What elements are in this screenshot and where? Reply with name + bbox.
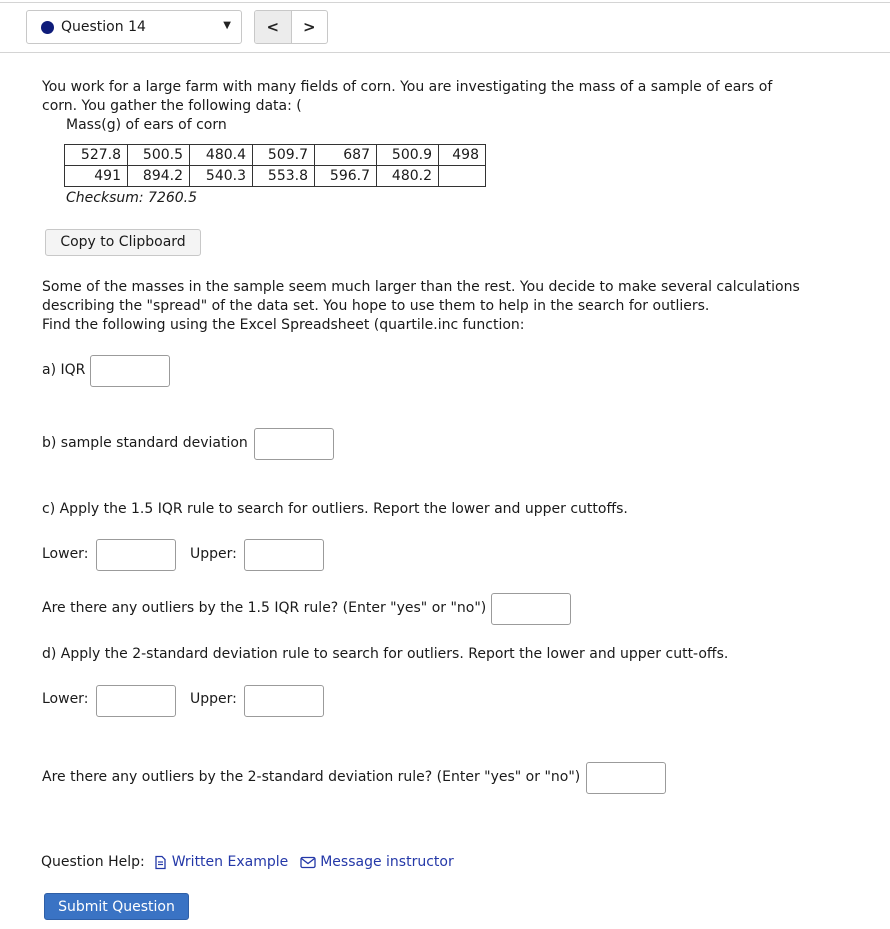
std-outliers-input[interactable] bbox=[586, 762, 666, 794]
table-cell bbox=[439, 166, 486, 187]
problem-intro bbox=[42, 78, 772, 116]
question-selector-label: Question 14 bbox=[61, 19, 146, 35]
top-divider bbox=[0, 2, 890, 3]
iqr-input[interactable] bbox=[90, 355, 170, 387]
submit-question-button[interactable]: Submit Question bbox=[44, 893, 189, 920]
dropdown-caret-icon: ▼ bbox=[223, 20, 231, 31]
envelope-icon bbox=[300, 856, 316, 869]
checksum: Checksum: 7260.5 bbox=[66, 190, 198, 206]
iqr-outliers-question: Are there any outliers by the 1.5 IQR rule? (Enter "yes" or "no") bbox=[42, 600, 487, 616]
previous-question-button[interactable]: < bbox=[255, 11, 292, 43]
table-cell: 687 bbox=[315, 145, 377, 166]
copy-to-clipboard-button[interactable]: Copy to Clipboard bbox=[45, 229, 201, 256]
table-cell: 596.7 bbox=[315, 166, 377, 187]
next-question-button[interactable]: > bbox=[302, 18, 316, 36]
question-status-dot bbox=[41, 21, 54, 34]
iqr-upper-label: Upper: bbox=[190, 546, 237, 562]
iqr-outliers-input[interactable] bbox=[491, 593, 571, 625]
written-example-link[interactable] bbox=[153, 853, 289, 872]
table-cell: 894.2 bbox=[128, 166, 190, 187]
std-lower-label: Lower: bbox=[42, 691, 89, 707]
table-cell: 491 bbox=[65, 166, 128, 187]
table-title: Mass(g) of ears of corn bbox=[66, 117, 227, 133]
table-row bbox=[65, 145, 486, 166]
table-cell: 540.3 bbox=[190, 166, 253, 187]
iqr-lower-input[interactable] bbox=[96, 539, 176, 571]
std-upper-label: Upper: bbox=[190, 691, 237, 707]
table-row bbox=[65, 166, 486, 187]
table-cell: 553.8 bbox=[253, 166, 315, 187]
written-example-label: Written Example bbox=[171, 854, 289, 870]
iqr-rule-question: c) Apply the 1.5 IQR rule to search for outliers. Report the lower and upper cuttoffs. bbox=[42, 501, 628, 517]
question-help bbox=[41, 853, 454, 872]
question-nav bbox=[254, 10, 328, 44]
std-upper-input[interactable] bbox=[244, 685, 324, 717]
intro-line-2: corn. You gather the following data: ( bbox=[42, 98, 302, 114]
std-dev-input[interactable] bbox=[254, 428, 334, 460]
table-cell: 509.7 bbox=[253, 145, 315, 166]
iqr-lower-label: Lower: bbox=[42, 546, 89, 562]
intro-line-1: You work for a large farm with many fields of corn. You are investigating the mass of a sample of ears of bbox=[42, 79, 773, 95]
iqr-label: a) IQR bbox=[42, 362, 86, 378]
body-line-2: describing the "spread" of the data set. You hope to use them to help in the search for outliers. bbox=[42, 298, 710, 314]
iqr-upper-input[interactable] bbox=[244, 539, 324, 571]
std-dev-label: b) sample standard deviation bbox=[42, 435, 248, 451]
std-rule-question: d) Apply the 2-standard deviation rule to search for outliers. Report the lower and upper cutt-offs. bbox=[42, 646, 729, 662]
table-cell: 498 bbox=[439, 145, 486, 166]
std-lower-input[interactable] bbox=[96, 685, 176, 717]
table-cell: 500.9 bbox=[377, 145, 439, 166]
problem-body bbox=[42, 278, 800, 335]
table-cell: 480.4 bbox=[190, 145, 253, 166]
table-cell: 480.2 bbox=[377, 166, 439, 187]
question-selector[interactable] bbox=[26, 10, 242, 44]
body-line-3: Find the following using the Excel Spreadsheet (quartile.inc function: bbox=[42, 317, 525, 333]
question-help-label: Question Help: bbox=[41, 854, 145, 870]
data-table bbox=[64, 144, 486, 187]
std-outliers-question: Are there any outliers by the 2-standard deviation rule? (Enter "yes" or "no") bbox=[42, 769, 581, 785]
table-cell: 527.8 bbox=[65, 145, 128, 166]
nav-divider bbox=[0, 52, 890, 53]
body-line-1: Some of the masses in the sample seem much larger than the rest. You decide to make several calculations bbox=[42, 279, 800, 295]
document-icon bbox=[153, 855, 168, 870]
message-instructor-link[interactable] bbox=[300, 853, 454, 872]
table-cell: 500.5 bbox=[128, 145, 190, 166]
message-instructor-label: Message instructor bbox=[320, 854, 454, 870]
